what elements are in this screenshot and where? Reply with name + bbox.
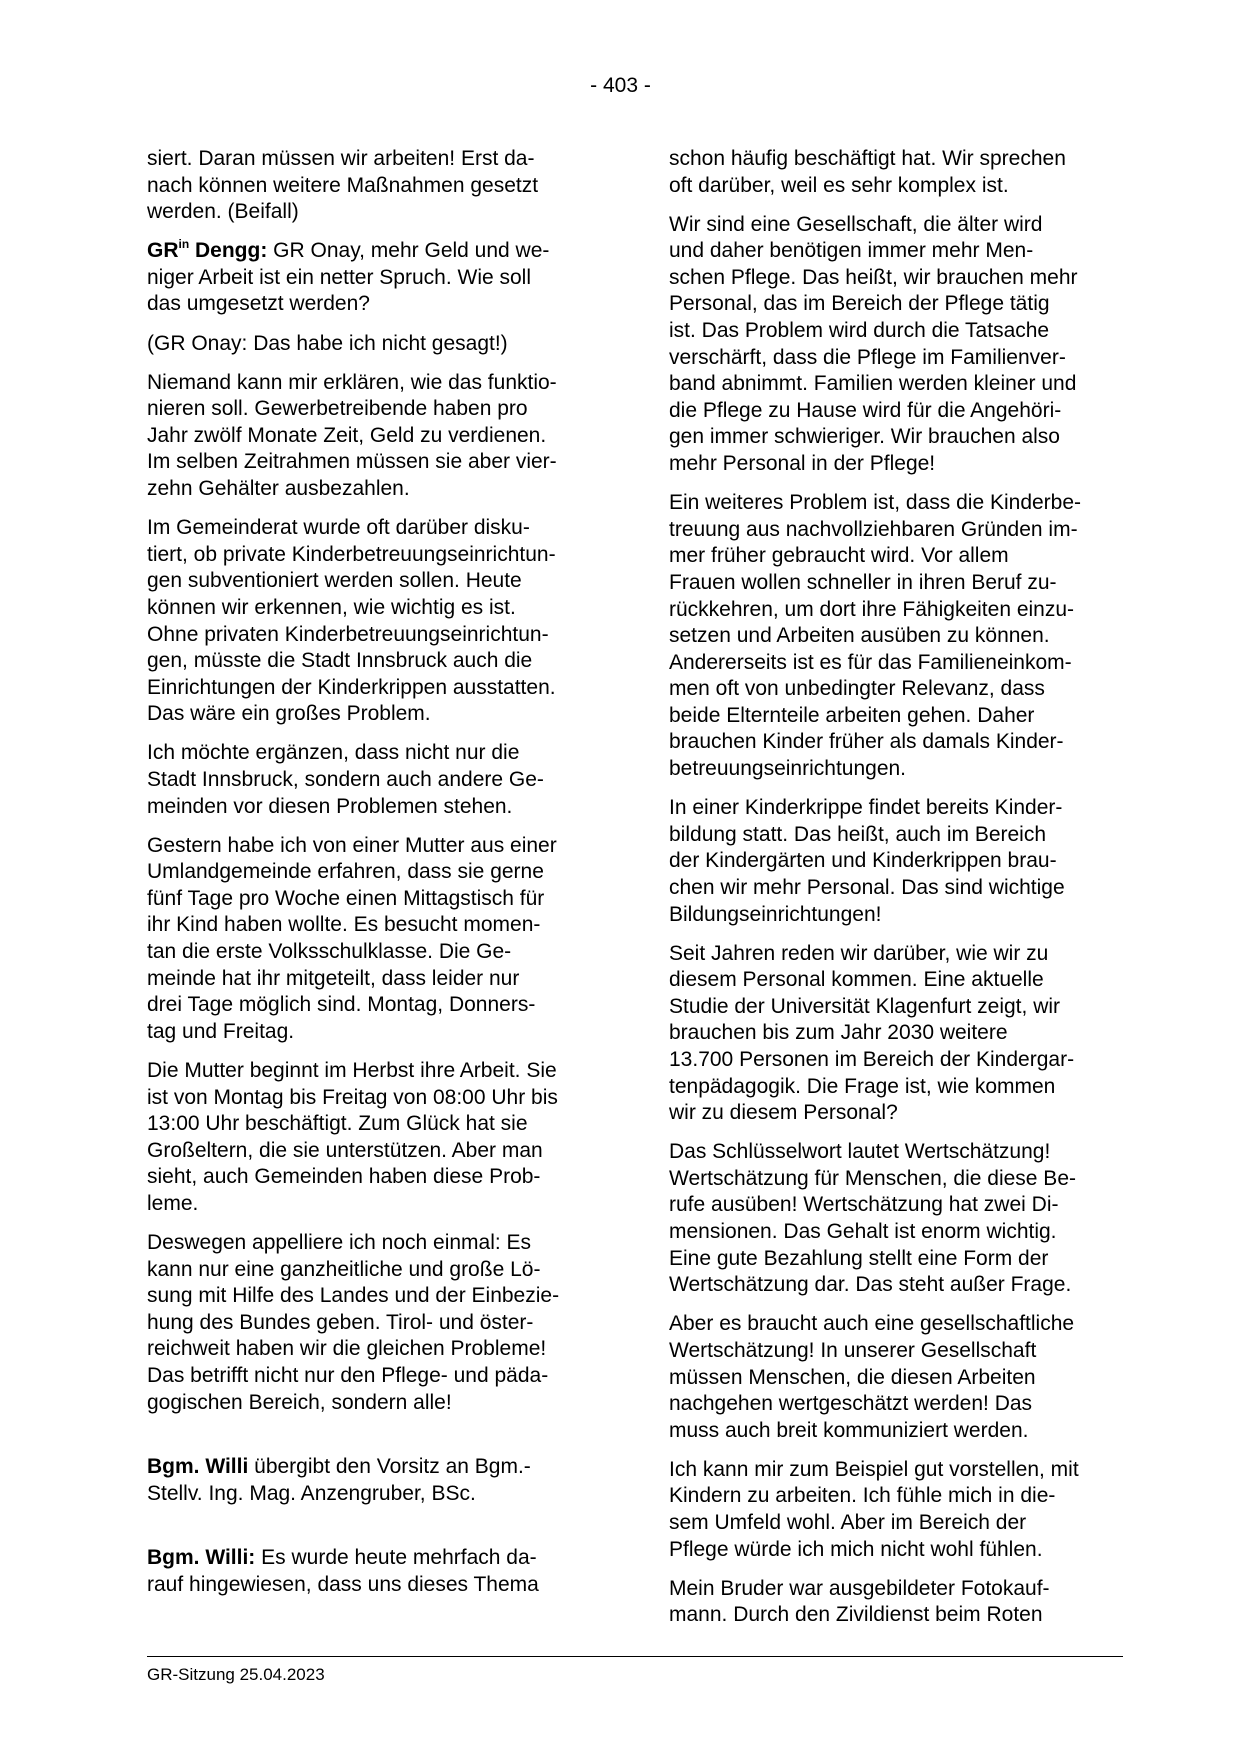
left-column [147,146,602,1611]
text-line: tan die erste Volksschulklasse. Die Ge- [147,940,512,964]
text-line: schon häufig beschäftigt hat. Wir sprechen [669,147,1066,170]
text-line: ihr Kind haben wollte. Es besucht momen- [147,913,541,937]
text-line: Im Gemeinderat wurde oft darüber disku- [147,516,530,540]
text-line: hung des Bundes geben. Tirol- und öster- [147,1310,534,1334]
text-line: chen wir mehr Personal. Das sind wichtige [669,875,1065,899]
text-line: verschärft, dass die Pflege im Familienver- [669,345,1066,369]
text-line: Kindern zu arbeiten. Ich fühle mich in die- [669,1484,1056,1508]
text-line: siert. Daran müssen wir arbeiten! Erst da- [147,147,535,170]
text-line: men oft von unbedingter Relevanz, dass [669,677,1045,701]
text-line: Jahr zwölf Monate Zeit, Geld zu verdienen. [147,423,547,447]
footer-session-date: GR-Sitzung 25.04.2023 [147,1665,325,1684]
text-line: brauchen bis zum Jahr 2030 weitere [669,1021,1008,1045]
text-line: mer früher gebraucht wird. Vor allem [669,544,1009,568]
text-line: Großeltern, die sie unterstützen. Aber man [147,1138,543,1162]
page-number: - 403 - [590,74,651,97]
text-line: wir zu diesem Personal? [669,1101,898,1125]
text-line: betreuungseinrichtungen. [669,757,907,781]
text-line: kann nur eine ganzheitliche und große Lö- [147,1257,541,1281]
text-line: oft darüber, weil es sehr komplex ist. [669,173,1009,197]
text-line: setzen und Arbeiten ausüben zu können. [669,624,1050,648]
text-line: Die Mutter beginnt im Herbst ihre Arbeit. Sie [147,1058,557,1082]
text-line: Eine gute Bezahlung stellt eine Form der [669,1246,1049,1270]
paragraph [147,370,602,503]
text-line: schen Pflege. Das heißt, wir brauchen mehr [669,265,1078,289]
text-line: diesem Personal kommen. Eine aktuelle [669,968,1044,992]
text-line: Das betrifft nicht nur den Pflege- und päda- [147,1363,549,1387]
text-line: Gestern habe ich von einer Mutter aus einer [147,833,557,857]
text-line: werden. (Beifall) [147,200,299,224]
text-line: rückkehren, um dort ihre Fähigkeiten einzu- [669,597,1075,621]
text-line: sem Umfeld wohl. Aber im Bereich der [669,1511,1027,1534]
text-line: fünf Tage pro Woche einen Mittagstisch für [147,886,545,910]
paragraph: $GR^{in}$ Dengg: GR Onay, mehr Geld und we- niger Arbeit ist ein netter Spruch. Wie soll das umgesetzt werden? [147,238,602,318]
text-line: tiert, ob private Kinderbetreuungseinrichtun- [147,542,556,566]
text-line: rauf hingewiesen, dass uns dieses Thema [147,1572,539,1596]
text-line: Ein weiteres Problem ist, dass die Kinderbe- [669,491,1082,515]
paragraph: Bgm. Willi: Es wurde heute mehrfach da- rauf hingewiesen, dass uns dieses Thema [147,1545,602,1598]
text-line: nieren soll. Gewerbetreibende haben pro [147,397,528,421]
text-line: Das wäre ein großes Problem. [147,702,431,726]
text-line: beide Elternteile arbeiten gehen. Daher [669,703,1035,727]
text-line: Wertschätzung für Menschen, die diese Be- [669,1166,1076,1190]
text-line: brauchen Kinder früher als damals Kinder- [669,730,1064,754]
text-line: tenpädagogik. Die Frage ist, wie kommen [669,1074,1056,1098]
text-line: gogischen Bereich, sondern alle! [147,1390,452,1414]
text-line: mann. Durch den Zivildienst beim Roten [669,1603,1043,1627]
paragraph [147,740,602,820]
text-line: Umlandgemeinde erfahren, dass sie gerne [147,860,544,884]
paragraph [147,331,602,358]
text-line: treuung aus nachvollziehbaren Gründen im- [669,517,1078,541]
text-line: tag und Freitag. [147,1019,295,1043]
text-line: gen immer schwieriger. Wir brauchen also [669,425,1060,449]
text-line: Seit Jahren reden wir darüber, wie wir zu [669,941,1049,965]
text-line: Personal, das im Bereich der Pflege tätig [669,292,1050,316]
speaker-name: $GR^{in}$ Dengg: [147,237,268,263]
text-line: 13:00 Uhr beschäftigt. Zum Glück hat sie [147,1112,528,1136]
text-line: nachgehen wertgeschätzt werden! Das [669,1392,1033,1416]
text-line: reichweit haben wir die gleichen Probleme! [147,1337,547,1361]
text-line: gen, müsste die Stadt Innsbruck auch die [147,649,533,673]
speaker-name: Bgm. Willi [147,1455,249,1479]
text-line: meinden vor diesen Problemen stehen. [147,794,513,818]
text-line: bildung statt. Das heißt, auch im Bereich [669,822,1047,846]
footer-divider [147,1656,1123,1657]
paragraph [147,515,602,728]
speaker-name: Bgm. Willi: [147,1546,256,1570]
text-line: die Pflege zu Hause wird für die Angehöri- [669,398,1062,422]
text-line: Das Schlüsselwort lautet Wertschätzung! [669,1140,1051,1164]
text-line: Wertschätzung dar. Das steht außer Frage. [669,1273,1072,1297]
text-line: Ich möchte ergänzen, dass nicht nur die [147,741,520,765]
paragraph [669,146,1124,199]
paragraph [669,795,1124,928]
text-line: müssen Menschen, die diesen Arbeiten [669,1365,1036,1389]
paragraph [669,941,1124,1127]
text-line: ist von Montag bis Freitag von 08:00 Uhr bis [147,1085,558,1109]
paragraph [147,1230,602,1416]
text-line: Im selben Zeitrahmen müssen sie aber vier- [147,450,557,474]
text-line: Deswegen appelliere ich noch einmal: Es [147,1230,532,1254]
paragraph [147,1058,602,1218]
text-line: Ohne privaten Kinderbetreuungseinrichtun- [147,622,549,646]
text-line: zehn Gehälter ausbezahlen. [147,477,410,501]
right-column [669,146,1124,1641]
text-line: leme. [147,1191,199,1215]
text-line: und daher benötigen immer mehr Men- [669,239,1034,263]
text-line: mensionen. Das Gehalt ist enorm wichtig. [669,1220,1057,1244]
text-line: sieht, auch Gemeinden haben diese Prob- [147,1165,541,1189]
text-line: (GR Onay: Das habe ich nicht gesagt!) [147,331,508,355]
paragraph: Bgm. Willi übergibt den Vorsitz an Bgm.- Stellv. Ing. Mag. Anzengruber, BSc. [147,1454,602,1507]
paragraph [147,833,602,1046]
text-line: niger Arbeit ist ein netter Spruch. Wie soll [147,265,532,289]
paragraph [669,1311,1124,1444]
text-line: meinde hat ihr mitgeteilt, dass leider nur [147,966,520,990]
text-line: Pflege würde ich mich nicht wohl fühlen. [669,1537,1043,1561]
text-line: 13.700 Personen im Bereich der Kindergar- [669,1048,1075,1071]
paragraph [669,490,1124,783]
text-line: Studie der Universität Klagenfurt zeigt, wir [669,994,1061,1018]
paragraph [669,212,1124,478]
text-line: Ich kann mir zum Beispiel gut vorstellen, mit [669,1457,1079,1481]
text-line: Niemand kann mir erklären, wie das funktio- [147,370,557,394]
text-line: Stadt Innsbruck, sondern auch andere Ge- [147,767,544,791]
text-line: Wir sind eine Gesellschaft, die älter wird [669,212,1043,236]
paragraph [669,1457,1124,1563]
text-line: rufe ausüben! Wertschätzung hat zwei Di- [669,1193,1059,1217]
text-line: band abnimmt. Familien werden kleiner und [669,372,1077,396]
text-line: gen subventioniert werden sollen. Heute [147,569,522,593]
text-line: In einer Kinderkrippe findet bereits Kinder- [669,796,1063,820]
text-line: Stellv. Ing. Mag. Anzengruber, BSc. [147,1481,476,1505]
text-line: der Kindergärten und Kinderkrippen brau- [669,849,1057,873]
text-line: Aber es braucht auch eine gesellschaftliche [669,1312,1075,1336]
paragraph [669,1139,1124,1299]
text-line: nach können weitere Maßnahmen gesetzt [147,173,539,197]
text-line: mehr Personal in der Pflege! [669,452,936,476]
text-line: Einrichtungen der Kinderkrippen ausstatten. [147,675,556,699]
text-line: Bildungseinrichtungen! [669,902,882,926]
paragraph [669,1576,1124,1629]
text-line: Andererseits ist es für das Familieneinkom- [669,650,1072,674]
text-line: Mein Bruder war ausgebildeter Fotokauf- [669,1576,1050,1600]
text-line: können wir erkennen, wie wichtig es ist. [147,595,516,619]
text-line: muss auch breit kommuniziert werden. [669,1418,1029,1442]
text-line: das umgesetzt werden? [147,292,370,316]
text-line: Frauen wollen schneller in ihren Beruf zu- [669,570,1057,594]
text-line: drei Tage möglich sind. Montag, Donners- [147,993,536,1017]
text-line: Wertschätzung! In unserer Gesellschaft [669,1338,1037,1362]
text-line: sung mit Hilfe des Landes und der Einbezie- [147,1284,560,1308]
paragraph [147,146,602,226]
text-line: ist. Das Problem wird durch die Tatsache [669,319,1050,343]
